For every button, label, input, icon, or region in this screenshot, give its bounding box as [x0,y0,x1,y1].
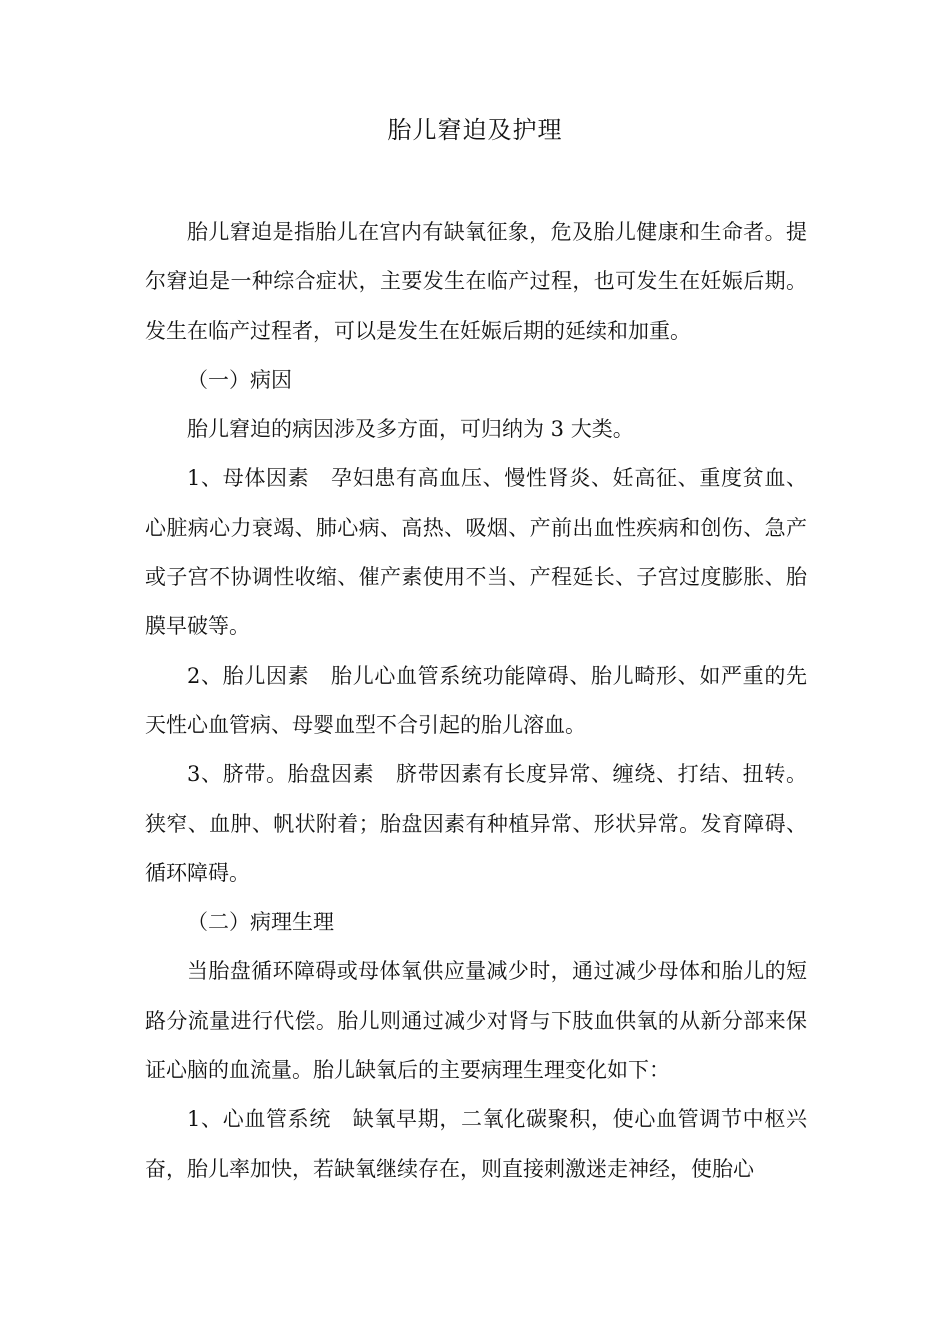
paragraph-pathophysiology: 当胎盘循环障碍或母体氧供应量减少时，通过减少母体和胎儿的短路分流量进行代偿。胎儿则通过减少对肾与下肢血供氧的从新分部来保证心脑的血流量。胎儿缺氧后的主要病理生理变化如下： [145,959,807,1083]
paragraph-maternal-factors [145,454,807,651]
item-text: 缺氧早期，二氧化碳聚积，使心血管调节中枢兴奋，胎儿率加快，若缺氧继续存在，则直接刺激迷走神经，使胎心 [145,1107,807,1181]
item-text: 脐带因素有长度异常、缠绕、打结、扭转。狭窄、血肿、帆状附着；胎盘因素有种植异常、形状异常。发育障碍、循环障碍。 [145,762,807,885]
item-label: 3、脐带。胎盘因素 [187,762,375,787]
paragraph-cause-summary: 胎儿窘迫的病因涉及多方面，可归纳为 3 大类。 [187,417,634,442]
paragraph-fetal-factors [145,652,807,751]
paragraph-intro: 胎儿窘迫是指胎儿在宫内有缺氧征象，危及胎儿健康和生命者。提尔窘迫是一种综合症状，主要发生在临产过程，也可发生在妊娠后期。发生在临产过程者，可以是发生在妊娠后期的延续和加重。 [145,220,807,343]
item-label: 1、心血管系统 [187,1107,332,1132]
item-text: 孕妇患有高血压、慢性肾炎、妊高征、重度贫血、心脏病心力衰竭、肺心病、高热、吸烟、产前出血性疾病和创伤、急产或子宫不协调性收缩、催产素使用不当、产程延长、子宫过度膨胀、胎膜早破等。 [145,466,807,639]
item-text: 胎儿心血管系统功能障碍、胎儿畸形、如严重的先天性心血管病、母婴血型不合引起的胎儿溶血。 [145,663,807,737]
section-heading-cause: （一）病因 [187,367,292,392]
section-heading-pathophysiology: （二）病理生理 [187,910,334,935]
document-body [145,208,807,1194]
item-label: 2、胎儿因素 [187,663,310,688]
paragraph-cord-placenta-factors [145,750,807,898]
paragraph-cardiovascular [145,1095,807,1194]
item-label: 1、母体因素 [187,466,310,491]
document-title: 胎儿窘迫及护理 [387,116,563,144]
